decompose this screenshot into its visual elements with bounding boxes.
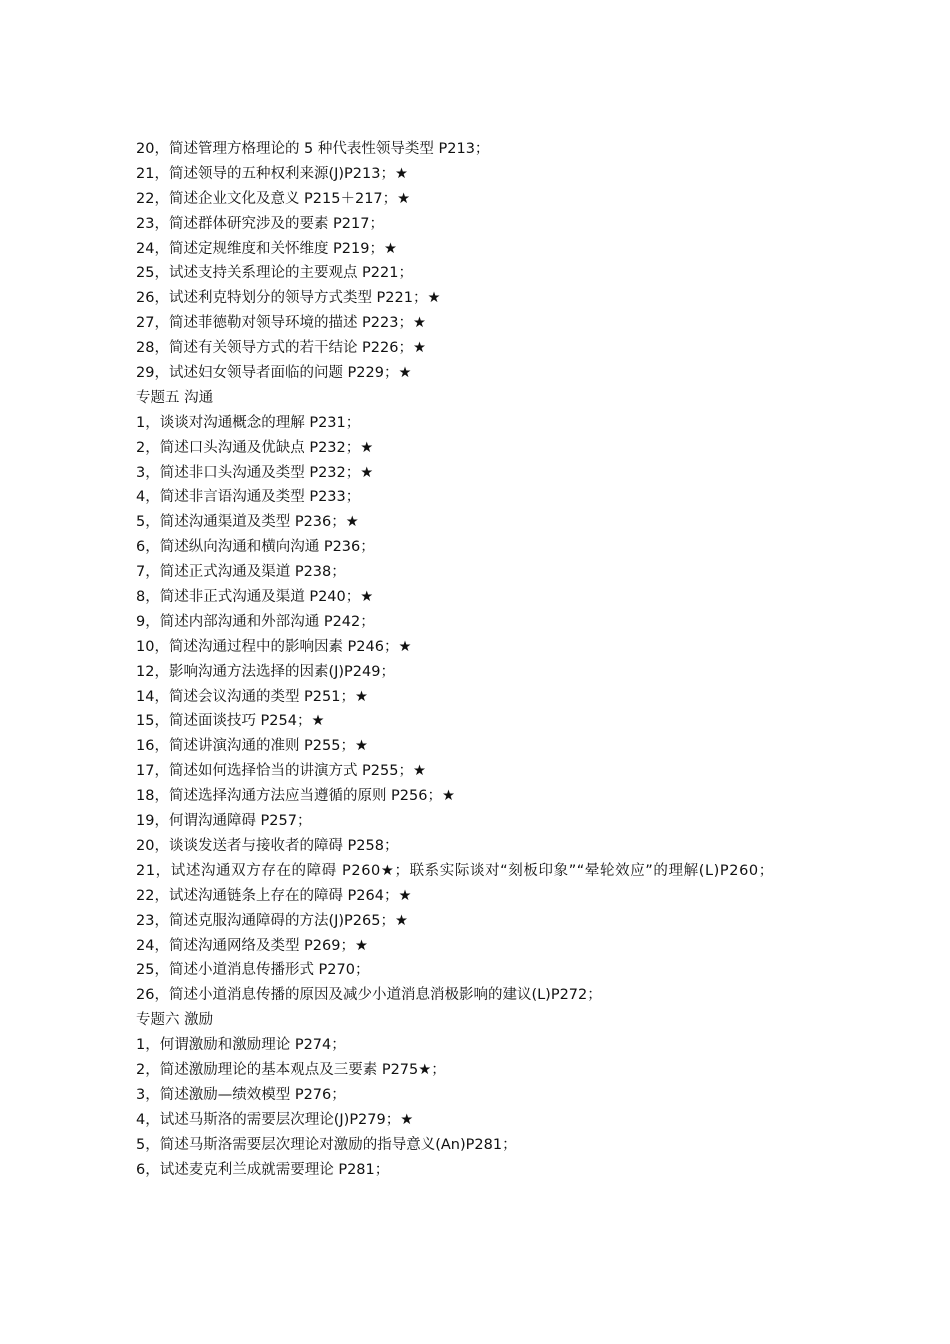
- list-item: 23，简述克服沟通障碍的方法(J)P265；★: [136, 912, 408, 929]
- list-item: 14，简述会议沟通的类型 P251；★: [136, 688, 368, 705]
- list-item: 3，简述激励—绩效模型 P276；: [136, 1086, 346, 1103]
- list-item: 23，简述群体研究涉及的要素 P217；: [136, 215, 384, 232]
- list-item: 17，简述如何选择恰当的讲演方式 P255；★: [136, 763, 426, 780]
- list-item: 26，试述利克特划分的领导方式类型 P221；★: [136, 290, 441, 307]
- list-item: 26，简述小道消息传播的原因及减少小道消息消极影响的建议(L)P272；: [136, 987, 602, 1004]
- list-item: 6，简述纵向沟通和横向沟通 P236；: [136, 539, 375, 556]
- list-item: 5，简述沟通渠道及类型 P236；★: [136, 514, 359, 531]
- list-item: 9，简述内部沟通和外部沟通 P242；: [136, 613, 375, 630]
- list-item: 27，简述菲德勒对领导环境的描述 P223；★: [136, 315, 426, 332]
- list-item: 4，简述非言语沟通及类型 P233；: [136, 489, 361, 506]
- list-item: 4，试述马斯洛的需要层次理论(J)P279；★: [136, 1111, 414, 1128]
- list-item: 2，简述激励理论的基本观点及三要素 P275★；: [136, 1061, 446, 1078]
- list-item: 24，简述沟通网络及类型 P269；★: [136, 937, 368, 954]
- list-item: 22，试述沟通链条上存在的障碍 P264；★: [136, 887, 412, 904]
- list-item: 16，简述讲演沟通的准则 P255；★: [136, 738, 368, 755]
- list-item: 1，何谓激励和激励理论 P274；: [136, 1037, 346, 1054]
- section-heading: 专题六 激励: [136, 1012, 214, 1029]
- list-item: 25，简述小道消息传播形式 P270；: [136, 962, 370, 979]
- list-item: 3，简述非口头沟通及类型 P232；★: [136, 464, 374, 481]
- list-item: 12，影响沟通方法选择的因素(J)P249；: [136, 663, 395, 680]
- list-item: 20，谈谈发送者与接收者的障碍 P258；: [136, 837, 399, 854]
- list-item: 15，简述面谈技巧 P254；★: [136, 713, 325, 730]
- list-item: 20，简述管理方格理论的 5 种代表性领导类型 P213；: [136, 141, 490, 157]
- list-item: 21，试述沟通双方存在的障碍 P260★；联系实际谈对“刻板印象”“晕轮效应”的理解(L)P260；: [136, 862, 774, 879]
- list-item: 18，简述选择沟通方法应当遵循的原则 P256；★: [136, 788, 455, 805]
- list-item: 10，简述沟通过程中的影响因素 P246；★: [136, 638, 412, 655]
- list-item: 29，试述妇女领导者面临的问题 P229；★: [136, 365, 412, 382]
- list-item: 8，简述非正式沟通及渠道 P240；★: [136, 589, 374, 606]
- list-item: 28，简述有关领导方式的若干结论 P226；★: [136, 340, 426, 357]
- list-item: 1，谈谈对沟通概念的理解 P231；: [136, 414, 361, 431]
- list-item: 25，试述支持关系理论的主要观点 P221；: [136, 265, 413, 282]
- section-heading: 专题五 沟通: [136, 389, 214, 406]
- list-item: 5，简述马斯洛需要层次理论对激励的指导意义(An)P281；: [136, 1136, 517, 1153]
- list-item: 24，简述定规维度和关怀维度 P219；★: [136, 240, 397, 257]
- question-list: [136, 137, 816, 1182]
- list-item: 22，简述企业文化及意义 P215＋217；★: [136, 190, 411, 207]
- list-item: 2，简述口头沟通及优缺点 P232；★: [136, 439, 374, 456]
- list-item: 21，简述领导的五种权利来源(J)P213；★: [136, 165, 408, 182]
- list-item: 6，试述麦克利兰成就需要理论 P281；: [136, 1161, 390, 1178]
- list-item: 7，简述正式沟通及渠道 P238；: [136, 564, 346, 581]
- list-item: 19，何谓沟通障碍 P257；: [136, 813, 312, 830]
